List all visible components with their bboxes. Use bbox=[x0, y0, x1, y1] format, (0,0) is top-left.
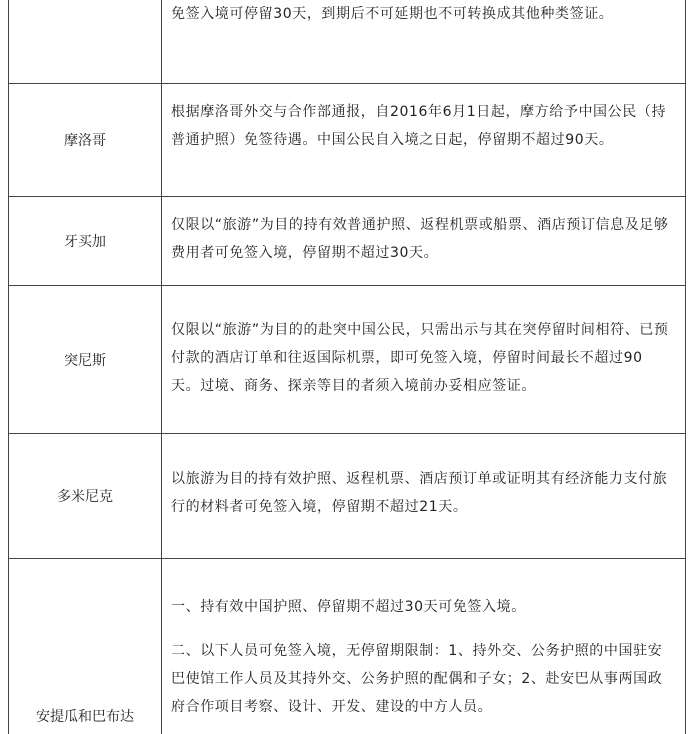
policy-cell bbox=[162, 197, 685, 285]
table-row bbox=[9, 84, 685, 197]
policy-text: 一、持有效中国护照、停留期不超过30天可免签入境。 bbox=[171, 599, 526, 615]
country-cell: 牙买加 bbox=[9, 197, 162, 285]
table-row bbox=[9, 197, 685, 286]
country-cell bbox=[9, 0, 162, 83]
policy-cell bbox=[162, 559, 685, 734]
country-cell: 安提瓜和巴布达 bbox=[9, 559, 162, 734]
policy-text: 仅限以“旅游”为目的的赴突中国公民，只需出示与其在突停留时间相符、已预付款的酒店订单和往返国际机票，即可免签入境，停留时间最长不超过90天。过境、商务、探亲等目的者须入境前办妥相应签证。 bbox=[171, 322, 669, 394]
table-row bbox=[9, 434, 685, 559]
policy-cell bbox=[162, 84, 685, 196]
table-row bbox=[9, 0, 685, 84]
table-row bbox=[9, 559, 685, 734]
country-cell: 多米尼克 bbox=[9, 434, 162, 558]
policy-text: 仅限以“旅游”为目的持有效普通护照、返程机票或船票、酒店预订信息及足够费用者可免签入境，停留期不超过30天。 bbox=[171, 217, 669, 261]
visa-exemption-table bbox=[8, 0, 686, 734]
policy-text: 以旅游为目的持有效护照、返程机票、酒店预订单或证明其有经济能力支付旅行的材料者可免签入境，停留期不超过21天。 bbox=[171, 471, 668, 515]
country-cell: 摩洛哥 bbox=[9, 84, 162, 196]
policy-cell bbox=[162, 434, 685, 558]
country-cell: 突尼斯 bbox=[9, 286, 162, 433]
policy-cell bbox=[162, 0, 685, 83]
policy-cell bbox=[162, 286, 685, 433]
policy-text: 免签入境可停留30天，到期后不可延期也不可转换成其他种类签证。 bbox=[171, 6, 614, 22]
table-row bbox=[9, 286, 685, 434]
policy-text: 根据摩洛哥外交与合作部通报，自2016年6月1日起，摩方给予中国公民（持普通护照）免签待遇。中国公民自入境之日起，停留期不超过90天。 bbox=[171, 104, 667, 148]
policy-text: 二、以下人员可免签入境，无停留期限制：1、持外交、公务护照的中国驻安巴使馆工作人员及其持外交、公务护照的配偶和子女；2、赴安巴从事两国政府合作项目考察、设计、开发、建设的中方人员。 bbox=[171, 643, 663, 715]
